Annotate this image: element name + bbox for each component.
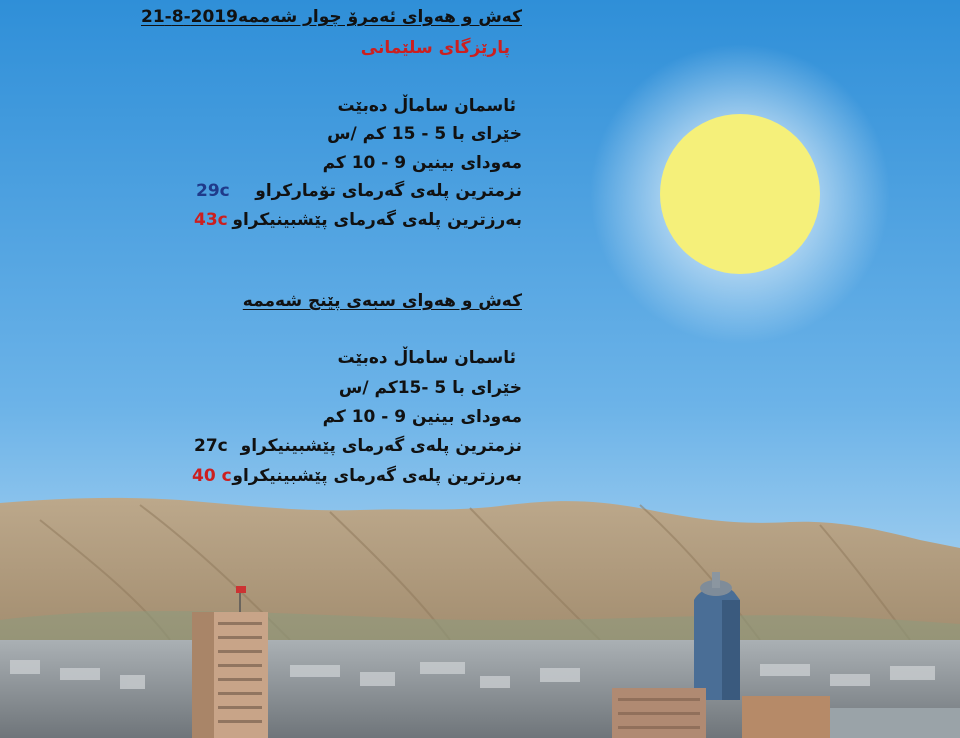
today-max-temp-label: بەرزترین پلەی گەرمای پێشبینیکراو: [232, 210, 522, 230]
today-wind-speed: خێرای با 5 - 15 کم /س: [327, 124, 522, 144]
today-date: 2019-8-21: [141, 7, 238, 27]
today-min-temp-label: نزمترین پلەی گەرمای تۆمارکراو: [255, 181, 522, 201]
tomorrow-max-temp-label: بەرزترین پلەی گەرمای پێشبینیکراو: [232, 466, 522, 486]
today-min-temp-value: 29c: [196, 181, 230, 201]
today-heading: [141, 9, 522, 26]
today-max-temp-value: 43c: [194, 210, 228, 230]
sun-icon: [660, 114, 820, 274]
today-location: پارێزگای سلێمانی: [360, 38, 510, 58]
tomorrow-wind-speed: خێرای با 5 -15کم /س: [338, 378, 522, 398]
mall-building: [742, 696, 830, 738]
today-sky-condition: ئاسمان ساماڵ دەبێت: [337, 96, 516, 116]
tomorrow-sky-condition: ئاسمان ساماڵ دەبێت: [337, 348, 516, 368]
tomorrow-min-temp-value: 27c: [194, 436, 228, 456]
tomorrow-min-temp-label: نزمترین پلەی گەرمای پێشبینیکراو: [240, 436, 522, 456]
flag-icon: [236, 586, 246, 593]
today-visibility: مەودای بینین 9 - 10 کم: [322, 153, 522, 173]
today-heading-text: کەش و هەوای ئەمرۆ چوار شەممە: [237, 7, 522, 27]
low-building: [830, 708, 960, 738]
tomorrow-visibility: مەودای بینین 9 - 10 کم: [322, 407, 522, 427]
tomorrow-heading: کەش و هەوای سبەی پێنج شەممە: [242, 291, 522, 311]
tomorrow-max-temp-value: 40 c: [192, 466, 232, 486]
